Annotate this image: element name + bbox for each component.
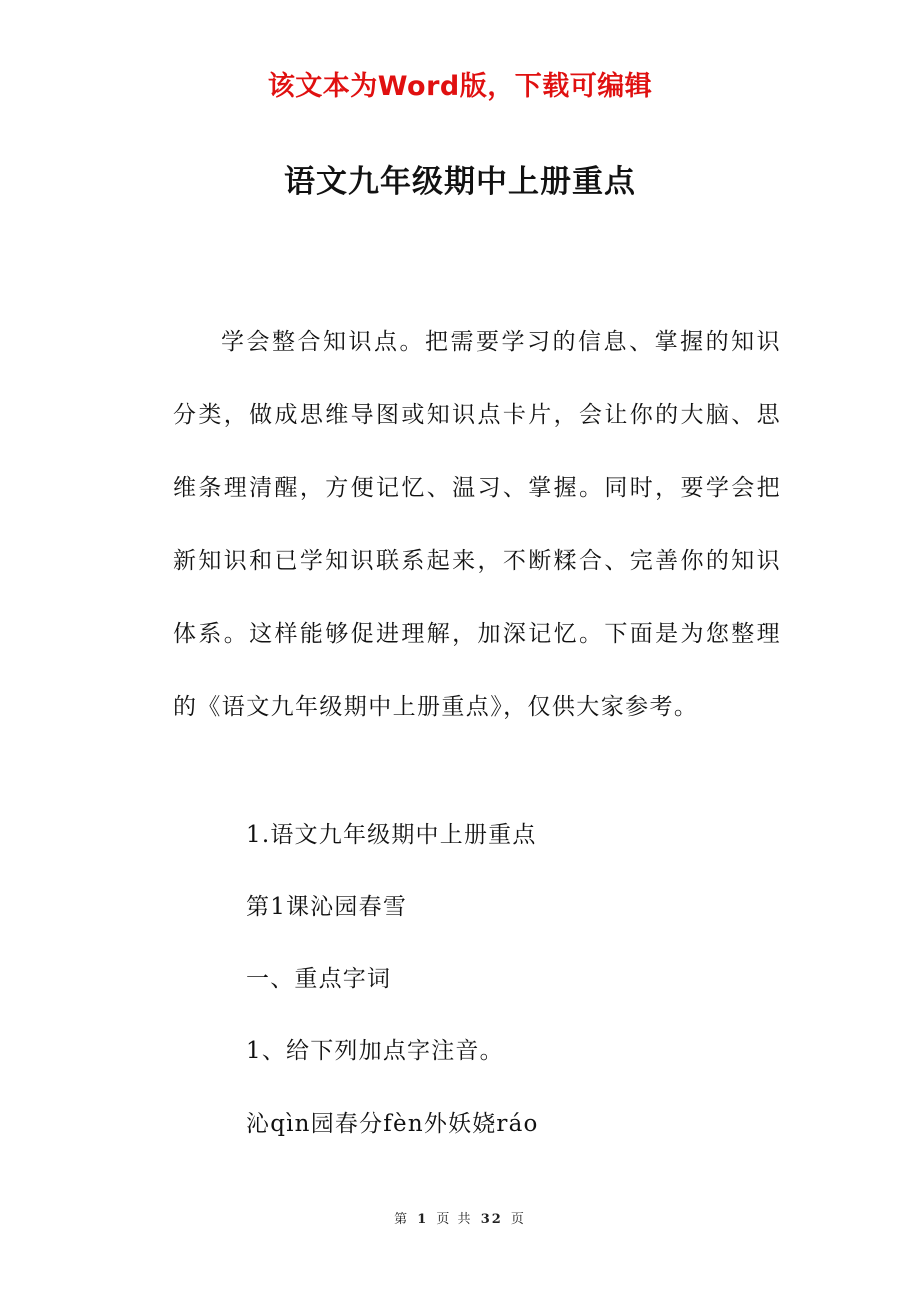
- download-banner: 该文本为Word版，下载可编辑: [267, 71, 653, 102]
- footer-middle: 页 共: [436, 1212, 473, 1227]
- lesson-title: 第1课沁园春雪: [246, 894, 408, 920]
- section-heading: 1.语文九年级期中上册重点: [246, 822, 537, 848]
- page-footer: [0, 1208, 920, 1227]
- document-title: 语文九年级期中上册重点: [284, 164, 636, 200]
- total-page-count: 32: [480, 1212, 503, 1227]
- footer-prefix: 第: [394, 1212, 410, 1227]
- pinyin-answer: 沁qìn园春分fèn外妖娆ráo: [246, 1111, 539, 1137]
- current-page-number: 1: [417, 1212, 429, 1227]
- question-text: 1、给下列加点字注音。: [246, 1038, 504, 1064]
- part-heading: 一、重点字词: [246, 966, 392, 992]
- intro-paragraph: 学会整合知识点。把需要学习的信息、掌握的知识分类，做成思维导图或知识点卡片，会让你的大脑、思维条理清醒，方便记忆、温习、掌握。同时，要学会把新知识和已学知识联系起来，不断糅合、完善你的知识体系。这样能够促进理解，加深记忆。下面是为您整理的《语文九年级期中上册重点》，仅供大家参考。: [173, 329, 781, 720]
- footer-suffix: 页: [510, 1212, 526, 1227]
